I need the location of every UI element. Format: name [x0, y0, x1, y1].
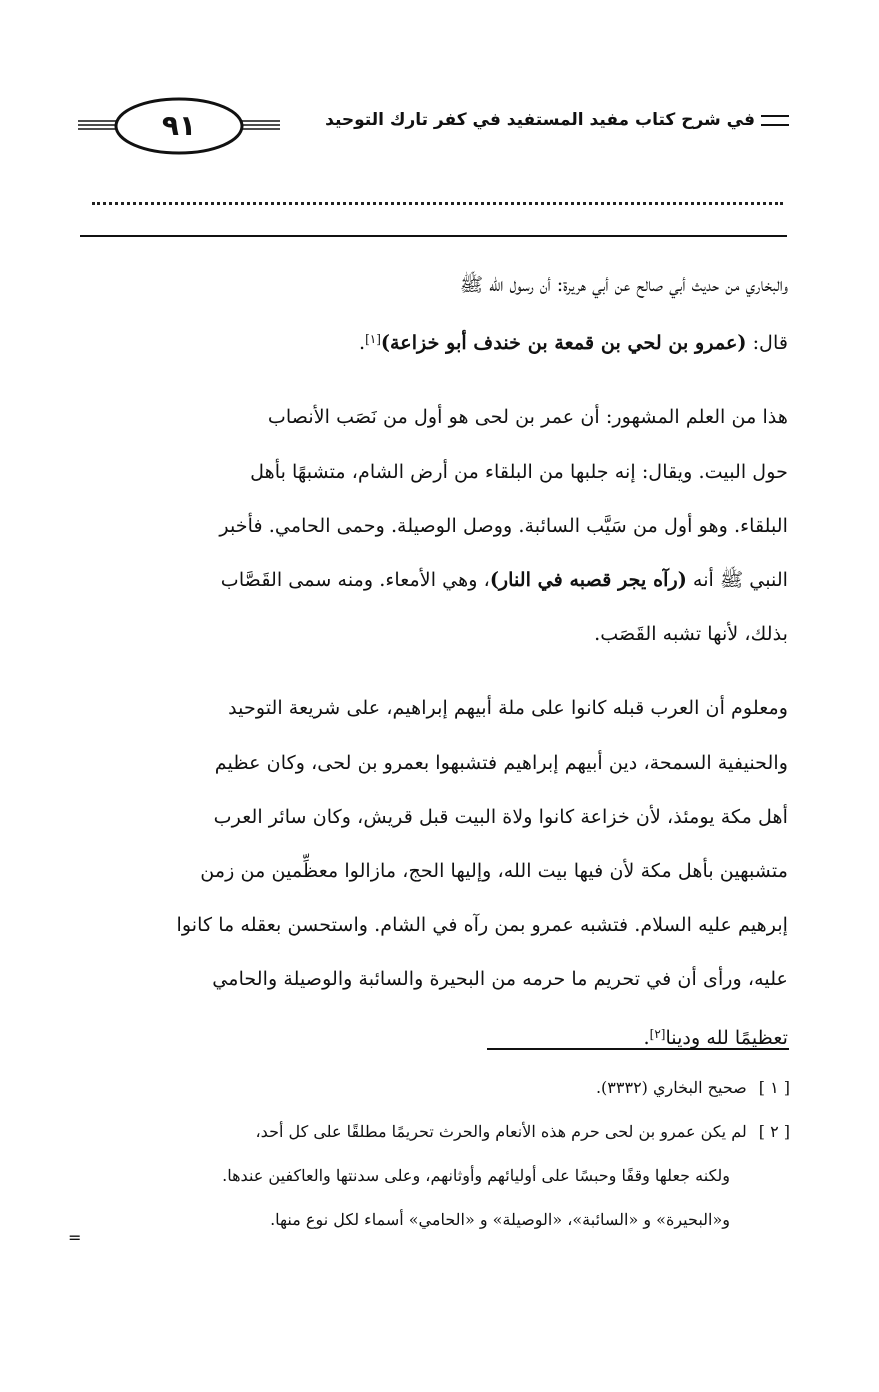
text-line [80, 258, 788, 312]
text-span: ومعلوم أن العرب قبله كانوا على ملة أبيهم إبراهيم، على شريعة التوحيد [228, 696, 788, 720]
text-span: البلقاء. وهو أول من سَيَّب السائبة. ووصل الوصيلة. وحمى الحامي. فأخبر [219, 513, 788, 537]
text-line [80, 499, 788, 553]
title-ornament [761, 115, 789, 126]
page-number: ٩١ [161, 109, 197, 142]
text-span: إبرهيم عليه السلام. فتشبه عمرو بمن رآه في الشام. واستحسن بعقله ما كانوا [176, 913, 788, 937]
text-span: . [643, 1025, 650, 1049]
footnote-2 [86, 1110, 790, 1154]
text-span: عليه، ورأى أن في تحريم ما حرمه من البحيرة والسائبة والوصيلة والحامي [212, 967, 788, 991]
hadith-quote: (عمرو بن لحي بن قمعة بن خندف أبو خزاعة) [380, 331, 747, 355]
text-span: ، وهي الأمعاء. ومنه سمى القَصَّاب [220, 568, 490, 592]
text-span: والبخاري من حديث أبي صالح عن أبي هريرة: أن رسول الله ﷺ [459, 273, 788, 296]
running-title-text: في شرح كتاب مفيد المستفيد في كفر تارك التوحيد [325, 110, 755, 130]
text-line [80, 898, 788, 952]
text-span: هذا من العلم المشهور: أن عمر بن لحى هو أول من نَصَب الأنصاب [267, 405, 788, 429]
text-span: . [358, 331, 366, 355]
text-line [80, 445, 788, 499]
footnote-text: لم يكن عمرو بن لحى حرم هذه الأنعام والحرث تحريمًا مطلقًا على كل أحد، [255, 1122, 747, 1141]
continuation-mark: = [68, 1228, 82, 1247]
text-span: بذلك، لأنها تشبه القَصَب. [594, 622, 788, 646]
running-title [325, 110, 789, 130]
footnote-text: ولكنه جعلها وقفًا وحبسًا على أوليائهم وأوثانهم، وعلى سدنتها والعاكفين عندها. [222, 1166, 730, 1185]
main-text [80, 258, 788, 1065]
text-span: والحنيفية السمحة، دين أبيهم إبراهيم فتشبهوا بعمرو بن لحى، وكان عظيم [214, 750, 788, 774]
footnote-ref: [٢] [649, 1026, 666, 1041]
page-number-badge [78, 96, 280, 156]
text-line [80, 952, 788, 1006]
footnote-1 [86, 1066, 790, 1110]
header-rule [80, 235, 787, 237]
text-span: النبي ﷺ أنه [686, 568, 788, 592]
text-line [80, 736, 788, 790]
text-line [80, 1007, 788, 1065]
footnote-number: [ ١ ] [758, 1078, 790, 1097]
footnote-2-continued [86, 1198, 790, 1242]
text-line [80, 790, 788, 844]
footnote-text: صحيح البخاري (٣٣٣٢). [595, 1078, 747, 1097]
hadith-quote: (رآه يجر قصبه في النار) [489, 568, 687, 592]
footnote-text: و«البحيرة» و «السائبة»، «الوصيلة» و «الحامي» أسماء لكل نوع منها. [270, 1210, 730, 1229]
text-line [80, 312, 788, 370]
text-span: قال: [746, 331, 788, 355]
text-span: متشبهين بأهل مكة لأن فيها بيت الله، وإليها الحج، مازالوا معظِّمين من زمن [200, 859, 788, 883]
text-line [80, 607, 788, 661]
footnote-number: [ ٢ ] [758, 1122, 790, 1141]
text-span: أهل مكة يومئذ، لأن خزاعة كانوا ولاة البيت قبل قريش، وكان سائر العرب [213, 804, 788, 828]
text-span: حول البيت. ويقال: إنه جلبها من البلقاء من أرض الشام، متشبهًا بأهل [250, 459, 788, 483]
footnote-ref: [١] [365, 332, 381, 347]
footnote-2-continued [86, 1154, 790, 1198]
dotted-separator [92, 202, 783, 205]
text-span: تعظيمًا لله ودينا [665, 1025, 788, 1049]
text-line [80, 681, 788, 735]
text-line [80, 390, 788, 444]
footnotes [86, 1066, 790, 1242]
text-line [80, 553, 788, 607]
footnote-rule [487, 1048, 789, 1050]
text-line [80, 844, 788, 898]
